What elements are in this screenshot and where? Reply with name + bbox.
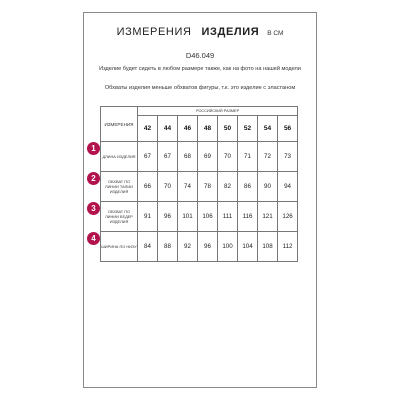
size-header: 56 [278,116,298,142]
size-header: 54 [258,116,278,142]
table-cell: 104 [238,232,258,262]
table-cell: 68 [178,142,198,172]
table-cell: 88 [158,232,178,262]
table-cell: 96 [158,202,178,232]
table-cell: 90 [258,172,278,202]
elastane-note: Обхваты изделия меньше обхватов фигуры, т.к. это изделие с эластаном [104,85,296,91]
page-title [84,22,316,38]
size-table [100,106,298,262]
title-unit: В СМ [267,30,284,37]
size-chart-sheet [83,12,317,388]
size-header: 48 [198,116,218,142]
measurements-header: ИЗМЕРЕНИЯ [101,107,138,142]
table-cell: 67 [138,142,158,172]
table-cell: 69 [198,142,218,172]
table-cell: 112 [278,232,298,262]
table-cell: 116 [238,202,258,232]
table-cell: 70 [158,172,178,202]
table-cell: 70 [218,142,238,172]
table-cell: 74 [178,172,198,202]
row-label-hips: ОБХВАТ ПО ЛИНИИ БЕДЕР ИЗДЕЛИЯ [101,202,138,232]
table-row [101,142,298,172]
title-main: ИЗМЕРЕНИЯ [116,26,192,38]
table-cell: 71 [238,142,258,172]
title-bold: ИЗДЕЛИЯ [201,26,260,38]
table-cell: 126 [278,202,298,232]
table-cell: 106 [198,202,218,232]
table-cell: 86 [238,172,258,202]
table-cell: 73 [278,142,298,172]
table-cell: 91 [138,202,158,232]
marker-badge-1: 1 [87,142,100,155]
row-label-waist: ОБХВАТ ПО ЛИНИИ ТАЛИИ ИЗДЕЛИЯ [101,172,138,202]
table-cell: 94 [278,172,298,202]
size-header: 42 [138,116,158,142]
row-label-length: ДЛИНА ИЗДЕЛИЯ [101,142,138,172]
table-cell: 82 [218,172,238,202]
size-header: 46 [178,116,198,142]
size-header: 50 [218,116,238,142]
table-cell: 101 [178,202,198,232]
table-cell: 72 [258,142,278,172]
product-code: D46.049 [185,51,215,60]
size-group-header: РОССИЙСКИЙ РАЗМЕР [138,107,298,116]
marker-badge-2: 2 [87,172,100,185]
table-row [101,202,298,232]
table-cell: 108 [258,232,278,262]
marker-badge-4: 4 [87,232,100,245]
table-row [101,172,298,202]
table-cell: 78 [198,172,218,202]
size-header: 52 [238,116,258,142]
table-cell: 96 [198,232,218,262]
table-cell: 84 [138,232,158,262]
size-header: 44 [158,116,178,142]
table-cell: 92 [178,232,198,262]
fit-note: Изделие будет сидеть в любом размере также, как на фото на нашей модели [99,66,301,72]
table-row [101,232,298,262]
table-cell: 66 [138,172,158,202]
table-cell: 100 [218,232,238,262]
table-cell: 111 [218,202,238,232]
marker-badge-3: 3 [87,202,100,215]
table-cell: 121 [258,202,278,232]
table-cell: 67 [158,142,178,172]
row-label-hem-width: ШИРИНА ПО НИЗУ [101,232,138,262]
